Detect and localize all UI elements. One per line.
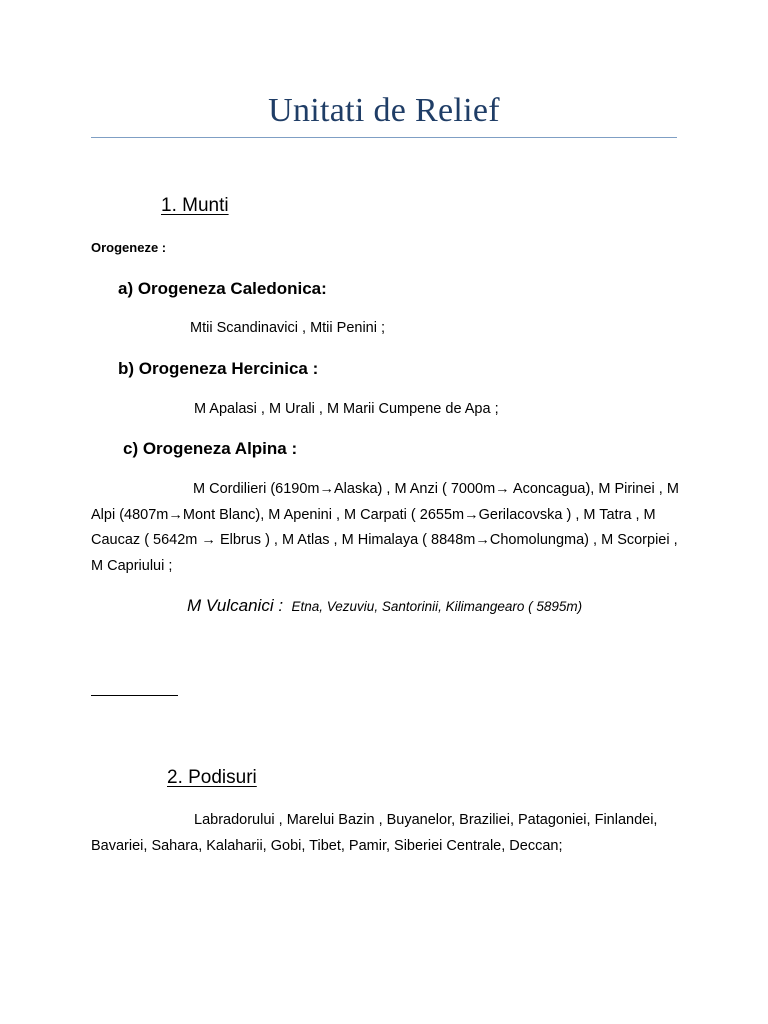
vulcanici-text: Etna, Vezuviu, Santorinii, Kilimangearo ( 5895m) [291,599,583,614]
caledonica-heading: a) Orogeneza Caledonica: [118,279,327,298]
section-1-heading-text: 1. Munti [161,195,229,216]
title-divider [91,137,677,138]
hercinica-text: M Apalasi , M Urali , M Marii Cumpene de Apa ; [194,401,499,417]
alpina-text: M Cordilieri (6190m→Alaska) , M Anzi ( 7000m→ Aconcagua), M Pirinei , M Alpi (4807m→Mont Blanc), M Apenini , M Carpati ( 2655m→Gerilacovska ) , M Tatra , M Caucaz ( 5642m → Elbrus ) , M Atlas , M Himalaya ( 8848m→Chomolungma) , M Scorpiei , M Capriului ; [91,481,679,574]
vulcanici-label: M Vulcanici : [187,596,284,615]
section-1-heading [91,195,229,217]
section-2-heading [91,767,257,789]
caledonica-text: Mtii Scandinavici , Mtii Penini ; [190,320,386,336]
orogeneze-label: Orogeneze : [91,240,167,255]
page-title: Unitati de Relief [268,92,500,129]
section-2-heading-text: 2. Podisuri [167,767,257,788]
alpina-heading: c) Orogeneza Alpina : [123,439,298,458]
separator-line [91,695,178,696]
hercinica-heading: b) Orogeneza Hercinica : [118,359,319,378]
podisuri-text: Labradorului , Marelui Bazin , Buyanelor, Braziliei, Patagoniei, Finlandei, Bavariei, Sahara, Kalaharii, Gobi, Tibet, Pamir, Siberiei Centrale, Deccan; [91,812,658,854]
vulcanici-line [187,596,582,616]
